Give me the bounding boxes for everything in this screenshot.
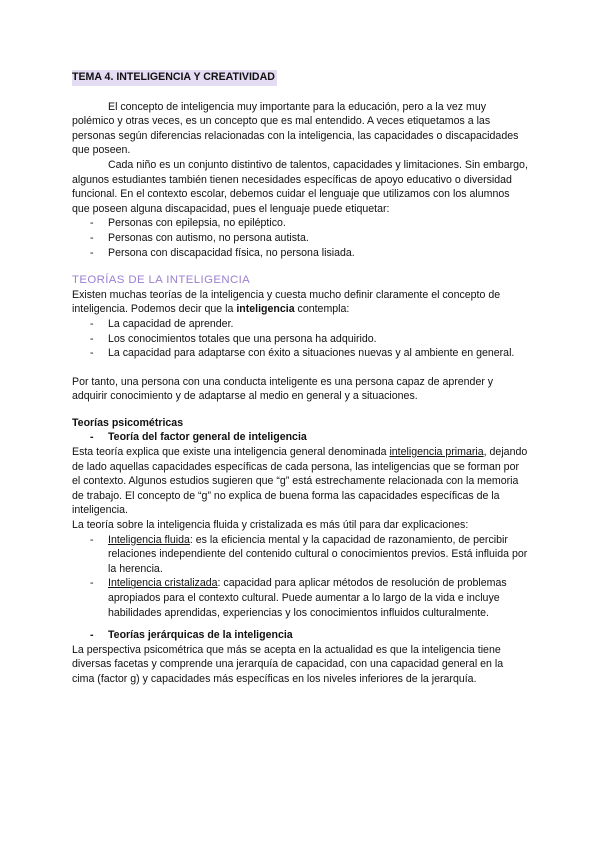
document-content [72,70,528,687]
dash-bullet: - [90,217,94,230]
dash-bullet: - [90,629,94,642]
list-item-text: La capacidad de aprender. [108,317,234,330]
spacer [72,361,528,375]
factor-general-title: Teoría del factor general de inteligencia [108,431,307,444]
list-item-text: Personas con epilepsia, no epiléptico. [108,217,286,230]
fluida-intro-paragraph: La teoría sobre la inteligencia fluida y cristalizada es más útil para dar explicaciones: [72,519,469,532]
list-item [72,533,528,577]
page-title: TEMA 4. INTELIGENCIA Y CREATIVIDAD [72,70,277,86]
list-item [72,576,528,620]
dash-bullet: - [90,431,94,444]
underlined-term: Inteligencia cristalizada [108,577,218,590]
list-item [72,246,528,261]
teorias-paragraph-1 [72,288,528,317]
factor-general-paragraph [72,445,528,518]
list-item-text: Los conocimientos totales que una persona ha adquirido. [108,332,377,345]
list-item [72,332,528,347]
dash-bullet: - [90,332,94,345]
dash-bullet: - [90,533,94,546]
section-heading-teorias: TEORÍAS DE LA INTELIGENCIA [72,274,251,287]
dash-bullet: - [90,317,94,330]
dash-bullet: - [90,347,94,360]
list-item-text: Persona con discapacidad física, no persona lisiada. [108,246,355,259]
intro-paragraph-1: El concepto de inteligencia muy importante para la educación, pero a la vez muy polémico y otras veces, es un concepto que es mal entendido. A veces etiquetamos a las personas según diferencias relacionadas con la inteligencia, las capacidades o discapacidades que poseen. [72,100,519,157]
list-item [72,231,528,246]
underlined-term: Inteligencia fluida [108,533,190,546]
fluida-cristalizada-list [72,533,528,621]
list-item [72,216,528,231]
list-item [72,430,528,445]
inteligencia-list [72,317,528,361]
list-item-text: Personas con autismo, no persona autista. [108,231,309,244]
list-item [72,628,528,643]
list-item-text: La capacidad para adaptarse con éxito a situaciones nuevas y al ambiente en general. [108,347,515,360]
dash-bullet: - [90,231,94,244]
list-item [72,317,528,332]
jerarquicas-paragraph: La perspectiva psicométrica que más se acepta en la actualidad es que la inteligencia tiene diversas facetas y comprende una jerarquía de capacidad, con una capacidad general en la cima (factor g) y capacidades más específicas en los niveles inferiores de la jerarquía. [72,643,504,685]
subheading-psicometricas: Teorías psicométricas [72,416,184,429]
underlined-term: inteligencia primaria [389,446,484,459]
text-run: Esta teoría explica que existe una inteligencia general denominada [72,446,390,459]
language-list [72,216,528,260]
text-run: Existen muchas teorías de la inteligencia y cuesta mucho definir claramente el concepto de inteligencia. Podemos decir que la [72,288,501,316]
jerarquicas-title-list [72,628,528,643]
jerarquicas-title: Teorías jerárquicas de la inteligencia [108,629,293,642]
list-item-text: : capacidad para aplicar métodos de resolución de problemas apropiados para el contexto cultural. Puede aumentar a lo largo de la vida e incluye habilidades aprendidas, experiencias y los conocimientos influidos culturalmente. [108,577,507,619]
list-item [72,346,528,361]
intro-paragraph-2: Cada niño es un conjunto distintivo de talentos, capacidades y limitaciones. Sin embargo, algunos estudiantes también tienen necesidades específicas de apoyo educativo o diversidad funcional. En el contexto escolar, debemos cuidar el lenguaje que utilizamos con los alumnos que poseen alguna discapacidad, pues el lenguaje puede etiquetar: [72,158,528,215]
factor-title-list [72,430,528,445]
spacer [72,620,528,628]
dash-bullet: - [90,577,94,590]
text-run: , dejando de lado aquellas capacidades específicas de cada persona, las inteligencias que se forman por el contexto. Algunos estudios sugieren que “g” está estrechamente relacionada con la memoria de trabajo. El concepto de “g” no explica de buena forma las capacidades específicas de la inteligencia. [72,446,528,517]
teorias-paragraph-2: Por tanto, una persona con una conducta inteligente es una persona capaz de aprender y adquirir conocimiento y de adaptarse al medio en general y a situaciones. [72,375,494,403]
text-run: contempla: [294,303,350,316]
bold-term: inteligencia [236,303,295,316]
list-item-text: : es la eficiencia mental y la capacidad de razonamiento, de percibir relaciones independiente del contenido cultural o conocimientos previos. Está influida por la herencia. [108,533,528,575]
dash-bullet: - [90,246,94,259]
